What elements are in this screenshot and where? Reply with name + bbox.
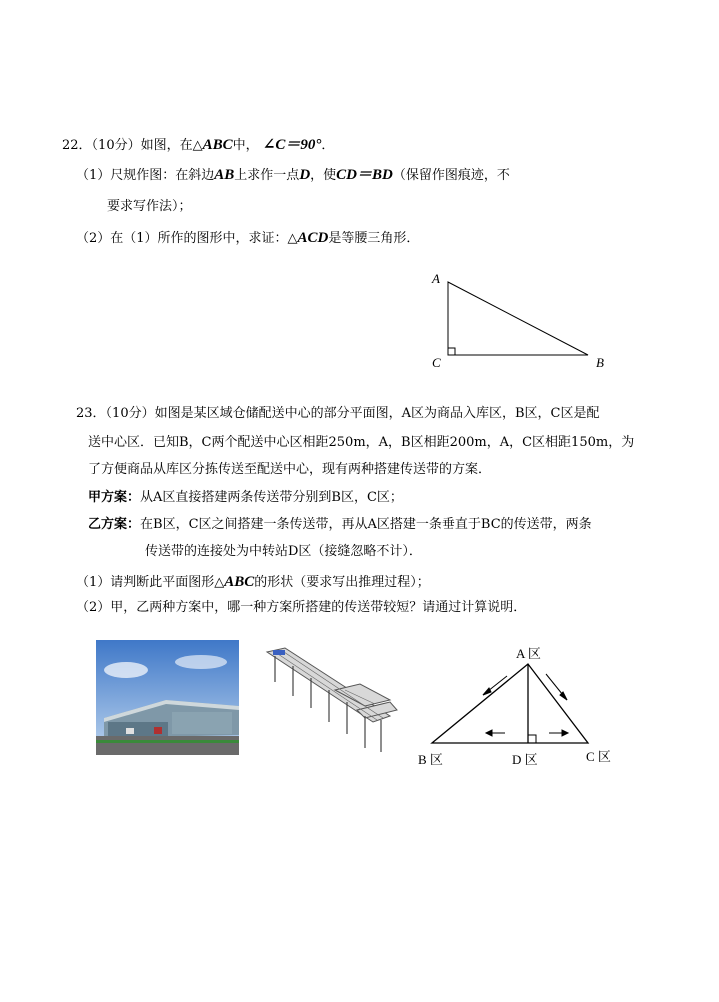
q22-part1-line2: 要求写作法）； xyxy=(107,199,192,214)
q23-part1: （1）请判断此平面图形△ABC的形状（要求写出推理过程）； xyxy=(76,574,430,590)
q23-part2: （2）甲，乙两种方案中，哪一种方案所搭建的传送带较短？请通过计算说明． xyxy=(76,600,527,615)
right-angle-mark xyxy=(448,348,455,355)
q23-triangle-figure xyxy=(410,640,625,772)
zone-label-d: D 区 xyxy=(512,752,538,767)
zone-label-b: B 区 xyxy=(418,752,443,767)
q22-stem: 22．（10分）如图，在△ABC中， ∠C＝90°． xyxy=(62,137,335,153)
warehouse-photo xyxy=(96,640,239,755)
q23-plan-a: 甲方案：从A区直接搭建两条传送带分别到B区，C区； xyxy=(88,490,403,505)
q23-stem-line1: 23．（10分）如图是某区域仓储配送中心的部分平面图，A区为商品入库区，B区，C区是配 xyxy=(76,406,600,421)
q23-stem-line2: 送中心区．已知B，C两个配送中心区相距250m，A，B区相距200m，A，C区相距150m，为 xyxy=(88,435,635,450)
angle-c-expression: ∠C＝90° xyxy=(262,137,322,153)
triangle-abc: ABC xyxy=(202,137,233,153)
zone-label-c: C 区 xyxy=(586,749,611,764)
right-angle-mark-d xyxy=(528,735,536,743)
conveyor-drawing xyxy=(265,644,400,756)
triangle-abc-shape xyxy=(448,282,588,355)
vertex-label-a: A xyxy=(432,271,440,286)
q22-part2: （2）在（1）所作的图形中，求证：△ACD是等腰三角形． xyxy=(76,230,420,246)
q23-plan-b-line2: 传送带的连接处为中转站D区（接缝忽略不计）． xyxy=(145,544,422,559)
vertex-label-b: B xyxy=(596,355,604,370)
vertex-label-c: C xyxy=(432,355,441,370)
q23-stem-line3: 了方便商品从库区分拣传送至配送中心，现有两种搭建传送带的方案． xyxy=(88,462,492,477)
q22-number: 22．（10分） xyxy=(62,138,141,153)
q22-triangle-figure xyxy=(420,265,620,375)
q22-part1: （1）尺规作图：在斜边AB上求作一点D，使CD＝BD（保留作图痕迹，不 xyxy=(76,167,510,183)
zone-label-a: A 区 xyxy=(516,646,541,661)
q23-plan-b: 乙方案：在B区，C区之间搭建一条传送带，再从A区搭建一条垂直于BC的传送带，两条 xyxy=(88,517,592,532)
